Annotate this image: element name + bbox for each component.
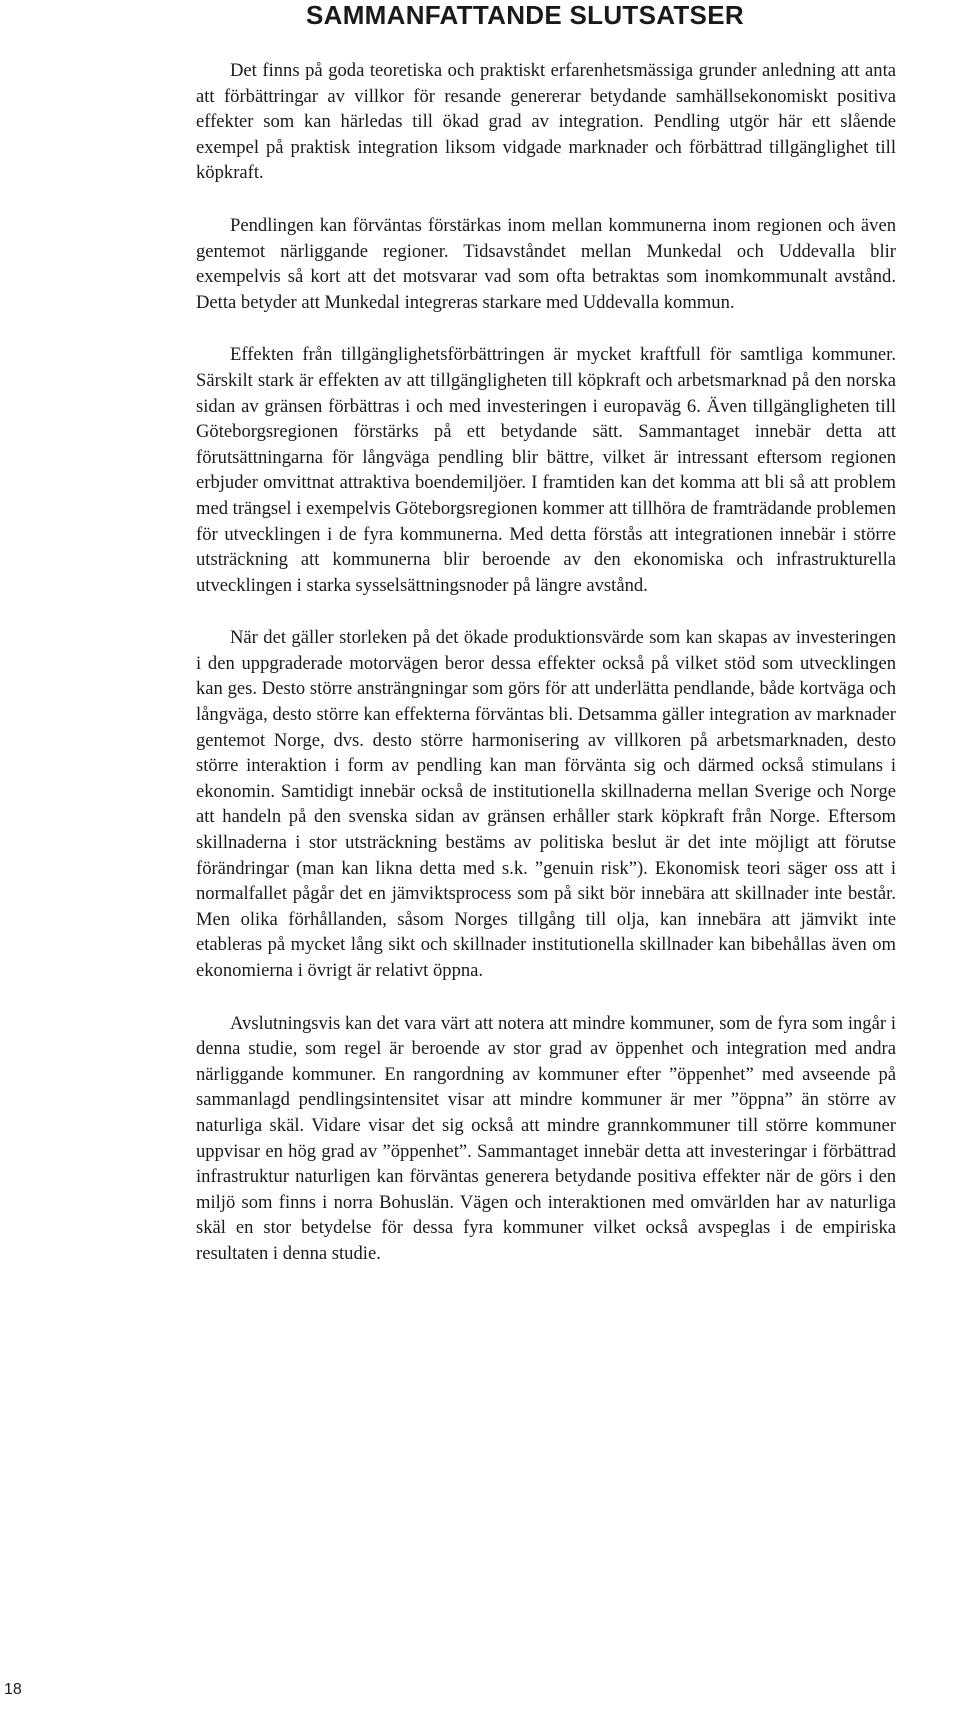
body-text	[196, 58, 896, 1267]
page-number: 18	[4, 1681, 22, 1698]
paragraph-2: Pendlingen kan förväntas förstärkas inom mellan kommunerna inom regionen och även gentemot närliggande regioner. Tidsavståndet mellan Munkedal och Uddevalla blir exempelvis så kort att det motsvarar vad som ofta betraktas som inomkommunalt avstånd. Detta betyder att Munkedal integreras starkare med Uddevalla kommun.	[196, 214, 896, 313]
paragraph-1: Det finns på goda teoretiska och praktiskt erfarenhetsmässiga grunder anledning att anta att förbättringar av villkor för resande genererar betydande samhällsekonomiskt positiva effekter som kan härledas till ökad grad av integration. Pendling utgör här ett slående exempel på praktisk integration liksom vidgade marknader och förbättrad tillgänglighet till köpkraft.	[196, 60, 896, 184]
paragraph-5: Avslutningsvis kan det vara värt att notera att mindre kommuner, som de fyra som ingår i denna studie, som regel är beroende av stor grad av öppenhet och integration med andra närliggande kommuner. En rangordning av kommuner efter ”öppenhet” med avseende på sammanlagd pendlingsintensitet visar att mindre kommuner är mer ”öppna” än större av naturliga skäl. Vidare visar det sig också att mindre grannkommuner till större kommuner uppvisar en hög grad av ”öppenhet”. Sammantaget innebär detta att investeringar i förbättrad infrastruktur naturligen kan förväntas generera betydande positiva effekter när de görs i den miljö som finns i norra Bohuslän. Vägen och interaktionen med omvärlden har av naturliga skäl en stor betydelse för dessa fyra kommuner vilket också avspeglas i de empiriska resultaten i denna studie.	[196, 1012, 896, 1264]
paragraph-3: Effekten från tillgänglighetsförbättringen är mycket kraftfull för samtliga kommuner. Särskilt stark är effekten av att tillgängligheten till köpkraft och arbetsmarknad på den norska sidan av gränsen förbättras i och med investeringen i europaväg 6. Även tillgängligheten till Göteborgsregionen förstärks på ett betydande sätt. Sammantaget innebär detta att förutsättningarna för långväga pendling blir bättre, vilket är intressant eftersom regionen erbjuder omvittnat attraktiva boendemiljöer. I framtiden kan det komma att bli så att problem med trängsel i exempelvis Göteborgsregionen kommer att tillhöra de framträdande problemen för utvecklingen i de fyra kommunerna. Med detta förstås att integrationen innebär i större utsträckning att kommunerna blir beroende av den ekonomiska och infrastrukturella utvecklingen i starka sysselsättningsnoder på längre avstånd.	[196, 344, 896, 596]
page-title: SAMMANFATTANDE SLUTSATSER	[306, 0, 744, 30]
paragraph-4: När det gäller storleken på det ökade produktionsvärde som kan skapas av investeringen i den uppgraderade motorvägen beror dessa effekter också på vilket stöd som utvecklingen kan ges. Desto större ansträngningar som görs för att underlätta pendlande, både kortväga och långväga, desto större kan effekterna förväntas bli. Detsamma gäller integration av marknader gentemot Norge, dvs. desto större harmonisering av villkoren på arbetsmarknaden, desto större interaktion i form av pendling kan man förvänta sig och därmed också stimulans i ekonomin. Samtidigt innebär också de institutionella skillnaderna mellan Sverige och Norge att handeln på den svenska sidan av gränsen erhåller stark köpkraft från Norge. Eftersom skillnaderna i stor utsträckning bestäms av politiska beslut är det inte möjligt att förutse förändringar (man kan likna detta med s.k. ”genuin risk”). Ekonomisk teori säger oss att i normalfallet pågår det en jämviktsprocess som på sikt bör innebära att skillnader inte består. Men olika förhållanden, såsom Norges tillgång till olja, kan innebära att jämvikt inte etableras på mycket lång sikt och skillnader institutionella skillnader kan bibehållas även om ekonomierna i övrigt är relativt öppna.	[196, 627, 896, 981]
